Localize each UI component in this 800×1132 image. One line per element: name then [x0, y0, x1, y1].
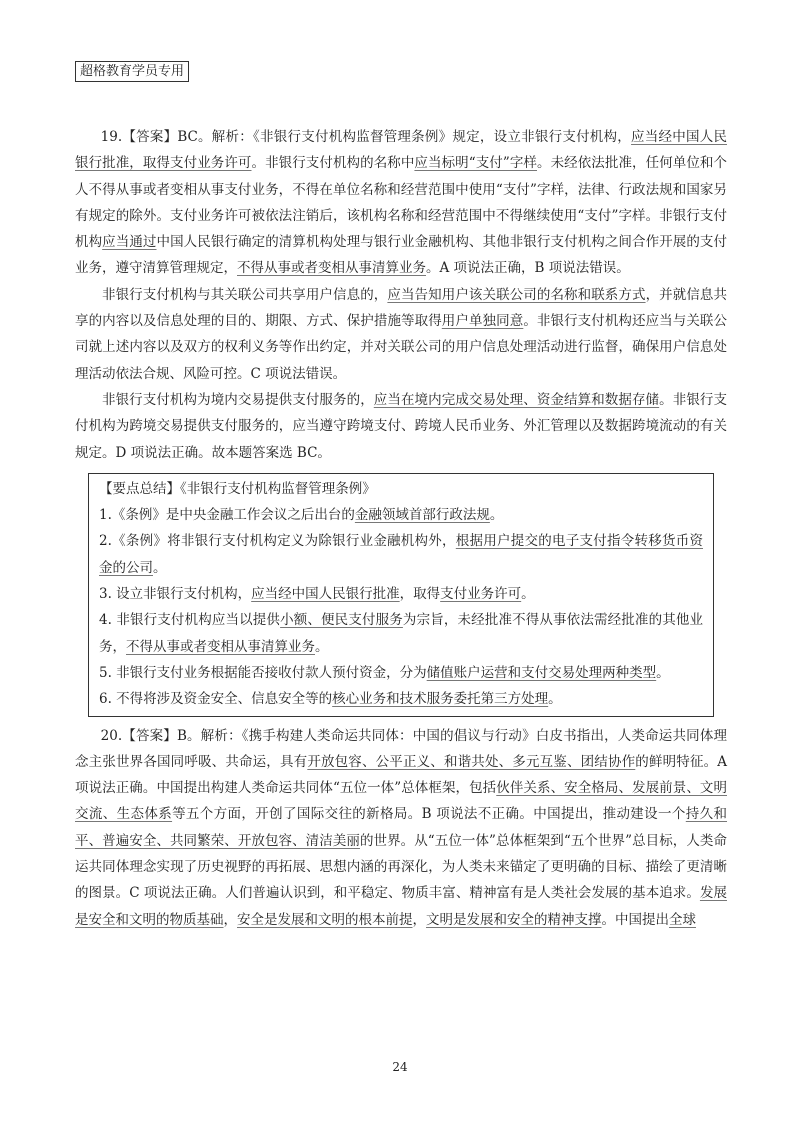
text-run: 。 [315, 638, 329, 655]
underlined-text: 不得从事或者变相从事清算业务 [126, 638, 315, 655]
underlined-text: 全球 [669, 911, 696, 928]
underlined-text: 应当在境内完成交易处理、资金结算和数据存储 [373, 391, 660, 408]
underlined-text: 金融领域首部行政法规 [354, 507, 490, 524]
summary-item-4 [99, 607, 703, 660]
summary-item-5 [99, 660, 703, 686]
text-run: 等五个方面，开创了国际交往的新格局。B 项说法不正确。中国提出，推动建设一个 [172, 806, 686, 823]
text-run: 。A 项说法正确，B 项说法错误。 [426, 260, 630, 277]
underlined-text: 根据用户提交的电子支付指令转移货币资金的公司 [99, 533, 703, 576]
text-run: 。 [656, 664, 670, 681]
q19-paragraph-2 [75, 282, 727, 387]
text-run: 。非银行支付机构的名称中 [251, 155, 415, 172]
text-run: 的世界。从“五位一体”总体框架到“五个世界”总目标，人类命运共同体理念实现了历史视野的再拓展、思想内涵的再深化，为人类未来锚定了更明确的目标、描绘了更清晰的图景。C 项说法正确。人们普遍认识到，和平稳定、物质丰富、精神富有是人类社会发展的基本追求。 [75, 832, 727, 902]
text-run: 非银行支付机构为境内交易提供支付服务的， [102, 391, 374, 408]
underlined-text: 支付业务许可 [440, 586, 522, 603]
text-run: 1.《条例》是中央金融工作会议之后出台的 [99, 507, 355, 524]
text-run: 为宗旨，未经批准不得从事依法需经批准的其他业务， [99, 612, 704, 655]
q19-paragraph-1 [75, 124, 727, 282]
text-run: 20.【答案】B。解析：《携手构建人类命运共同体：中国的倡议与行动》白皮书指出，人类命运共同体理念主张世界各国同呼吸、共命运，具有 [75, 727, 727, 770]
underlined-text: 应当经中国人民银行批准 [251, 586, 400, 603]
summary-title: 【要点总结】《非银行支付机构监督管理条例》 [99, 480, 376, 497]
text-run: 。中国提出 [601, 911, 669, 928]
text-run: 。未经依法批准，任何单位和个人不得从事或者变相从事支付业务，不得在单位名称和经营范围中使用“支付”字样，法律、行政法规和国家另有规定的除外。支付业务许可被依法注销后，该机构名称和经营范围中不得继续使用“支付”字样。非银行支付机构 [75, 155, 727, 251]
header-stamp: 超格教育学员专用 [75, 61, 189, 82]
summary-item-3 [99, 581, 703, 607]
text-run: 3. 设立非银行支付机构， [99, 586, 252, 603]
text-run: ，并就信息共享的内容以及信息处理的目的、期限、方式、保护措施等取得 [75, 286, 728, 330]
text-run: ，取得 [399, 586, 441, 603]
summary-item-2 [99, 528, 703, 581]
underlined-text: 安全是发展和文明的根本前提 [237, 911, 413, 928]
text-run: ， [412, 911, 426, 928]
text-run: 19.【答案】BC。解析：《非银行支付机构监督管理条例》规定，设立非银行支付机构， [100, 129, 632, 145]
underlined-text: 应当通过 [102, 234, 157, 251]
underlined-text: 小额、便民支付服务 [280, 612, 403, 629]
text-run: 6. 不得将涉及资金安全、信息安全等的 [99, 691, 333, 708]
underlined-text: 应当经中国人民银行批准，取得支付业务许可 [75, 129, 727, 172]
underlined-text: 持久和平、普遍安全、共同繁荣、开放包容、清洁美丽 [75, 806, 728, 849]
text-run: 的鲜明特征。A 项说法正确。中国提出构建人类命运共同体“五位一体”总体框架，包括 [75, 753, 728, 797]
text-run: 中国人民银行确定的清算机构处理与银行业金融机构、其他非银行支付机构之间合作开展的支付业务，遵守清算管理规定， [75, 234, 728, 277]
underlined-text: 文明是发展和安全的精神支撑 [426, 911, 602, 928]
document-body [75, 124, 727, 933]
summary-item-6 [99, 686, 703, 712]
text-run: 。 [521, 586, 535, 603]
q20-paragraph [75, 723, 727, 933]
underlined-text: 发展是安全和文明的物质基础 [75, 885, 727, 928]
underlined-text: 应当标明“支付”字样 [414, 155, 537, 172]
underlined-text: 开放包容、公平正义、和谐共处、多元互鉴、团结协作 [307, 753, 636, 770]
text-run: 。 [153, 559, 167, 576]
page-number: 24 [392, 1060, 408, 1074]
text-run: 2.《条例》将非银行支付机构定义为除银行业金融机构外， [99, 533, 456, 550]
text-run: ， [223, 911, 237, 928]
q19-paragraph-3 [75, 387, 727, 466]
text-run: 4. 非银行支付机构应当以提供 [99, 612, 281, 629]
underlined-text: 用户单独同意 [441, 313, 524, 330]
underlined-text: 伙伴关系、安全格局、发展前景、文明交流、生态体系 [75, 780, 727, 823]
key-points-summary-box [88, 473, 714, 717]
underlined-text: 不得从事或者变相从事清算业务 [237, 260, 426, 277]
text-run: 5. 非银行支付业务根据能否接收付款人预付资金，分为 [99, 664, 427, 681]
text-run: 。 [548, 691, 562, 708]
text-run: 。非银行支付机构为跨境交易提供支付服务的，应当遵守跨境支付、跨境人民币业务、外汇管理以及数据跨境流动的有关规定。D 项说法正确。故本题答案选 BC。 [75, 391, 728, 461]
underlined-text: 应当告知用户该关联公司的名称和联系方式 [387, 286, 646, 303]
summary-item-1 [99, 502, 703, 528]
underlined-text: 储值账户运营和支付交易处理两种类型 [426, 664, 657, 681]
underlined-text: 核心业务和技术服务委托第三方处理 [332, 691, 549, 708]
text-run: 非银行支付机构与其关联公司共享用户信息的， [102, 286, 388, 303]
text-run: 。 [489, 507, 504, 524]
text-run: 。非银行支付机构还应当与关联公司就上述内容以及双方的权利义务等作出约定，并对关联公司的用户信息处理活动进行监督，确保用户信息处理活动依法合规、风险可控。C 项说法错误。 [75, 313, 728, 382]
